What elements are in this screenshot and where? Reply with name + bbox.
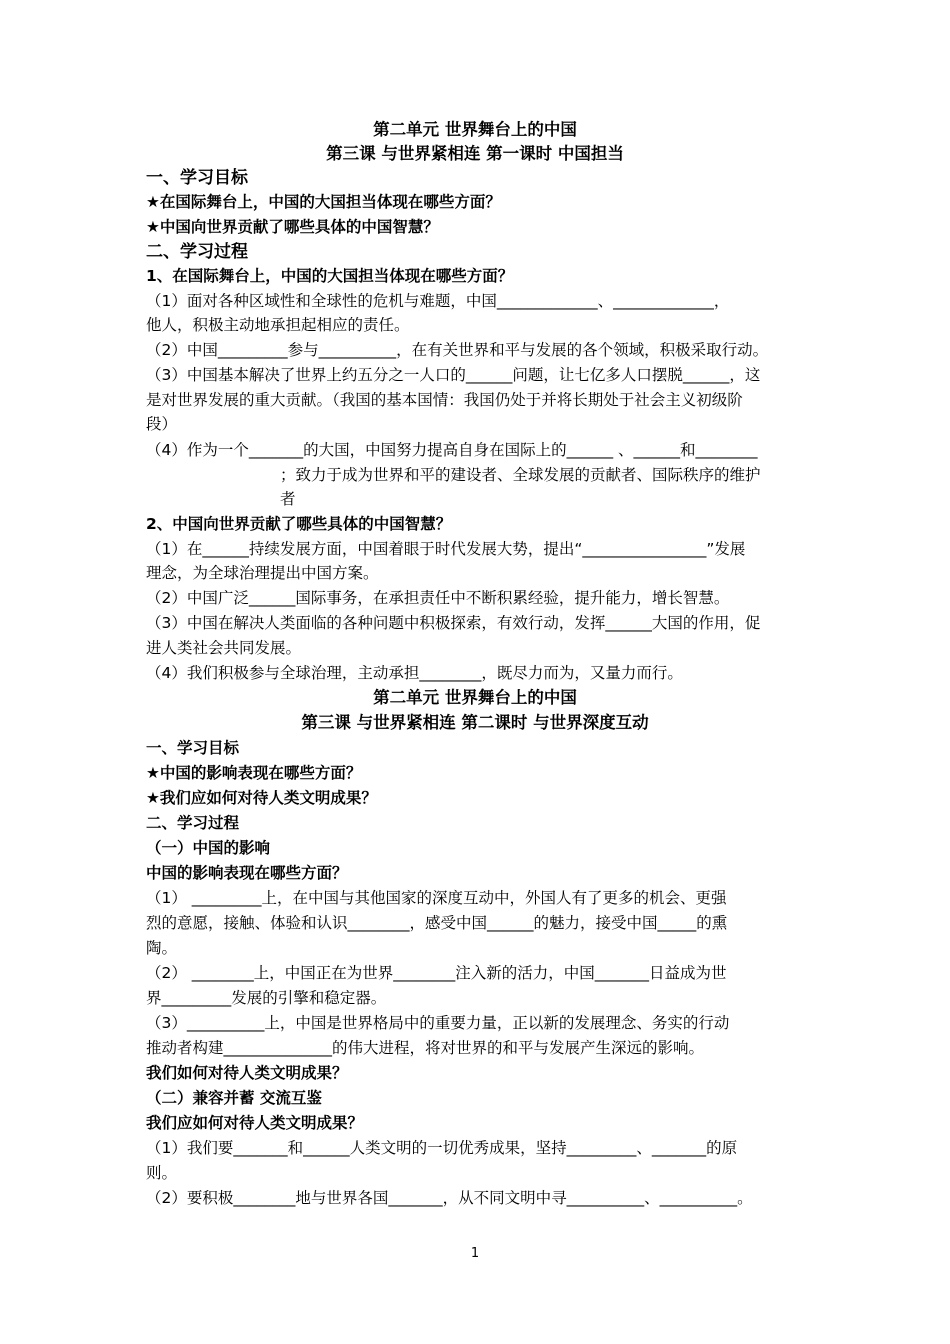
page-number: 1: [470, 1246, 480, 1261]
text-line: 1、在国际舞台上，中国的大国担当体现在哪些方面？: [146, 267, 514, 285]
text-line: 他人，积极主动地承担起相应的责任。: [146, 316, 410, 334]
text-line: 者: [280, 490, 296, 508]
text-line: 二、学习过程: [146, 242, 248, 262]
text-line: （1） _________上，在中国与其他国家的深度互动中，外国人有了更多的机会、更强: [146, 889, 727, 907]
text-line: 理念，为全球治理提出中国方案。: [146, 564, 379, 582]
text-line: 则。: [146, 1164, 178, 1182]
text-line: 烈的意愿，接触、体验和认识________，感受中国______的魅力，接受中国_____的熏: [146, 914, 728, 932]
text-line: （2）中国广泛______国际事务，在承担责任中不断积累经验，提升能力，增长智慧。: [146, 589, 730, 607]
unit-title: 第二单元 世界舞台上的中国: [373, 120, 577, 139]
text-line: （一）中国的影响: [146, 839, 271, 857]
text-line: （二）兼容并蓄 交流互鉴: [146, 1089, 322, 1107]
text-line: 我们如何对待人类文明成果？: [146, 1064, 348, 1082]
text-line: 一、学习目标: [146, 739, 240, 757]
text-line: （4）作为一个_______的大国，中国努力提高自身在国际上的______ 、______和________: [146, 441, 758, 459]
text-line: ★中国的影响表现在哪些方面？: [146, 764, 362, 782]
text-line: （2）中国_________参与__________，在有关世界和平与发展的各个领域，积极采取行动。: [146, 341, 769, 359]
text-line: ★我们应如何对待人类文明成果？: [146, 789, 377, 807]
text-line: 中国的影响表现在哪些方面？: [146, 864, 348, 882]
text-line: ★在国际舞台上，中国的大国担当体现在哪些方面？: [146, 193, 501, 211]
text-line: ★中国向世界贡献了哪些具体的中国智慧？: [146, 218, 439, 236]
text-line: （2） ________上，中国正在为世界________注入新的活力，中国_______日益成为世: [146, 964, 727, 982]
text-line: （3）中国在解决人类面临的各种问题中积极探索，有效行动，发挥______大国的作用，促: [146, 614, 761, 632]
section-heading: 第三课 与世界紧相连 第一课时 中国担当: [326, 144, 624, 163]
text-line: 陶。: [146, 939, 178, 957]
text-line: 是对世界发展的重大贡献。（我国的基本国情：我国仍处于并将长期处于社会主义初级阶: [146, 391, 743, 409]
section-heading: 第二单元 世界舞台上的中国: [373, 688, 577, 707]
text-line: 2、中国向世界贡献了哪些具体的中国智慧？: [146, 515, 452, 533]
text-line: （1）面对各种区域性和全球性的危机与难题，中国_____________、_____________，: [146, 292, 730, 310]
text-line: 界_________发展的引擎和稳定器。: [146, 989, 387, 1007]
text-line: ；致力于成为世界和平的建设者、全球发展的贡献者、国际秩序的维护: [280, 466, 761, 484]
text-line: （2）要积极________地与世界各国_______，从不同文明中寻__________、__________。: [146, 1189, 753, 1207]
text-line: （4）我们积极参与全球治理，主动承担________，既尽力而为，又量力而行。: [146, 664, 683, 682]
text-line: （1）在______持续发展方面，中国着眼于时代发展大势，提出“________________”发展: [146, 540, 746, 558]
text-line: 一、学习目标: [146, 168, 248, 188]
section-heading: 第三课 与世界紧相连 第二课时 与世界深度互动: [301, 713, 649, 732]
text-line: 二、学习过程: [146, 814, 240, 832]
text-line: （3）__________上，中国是世界格局中的重要力量，正以新的发展理念、务实的行动: [146, 1014, 730, 1032]
text-line: 段）: [146, 415, 178, 433]
text-line: （1）我们要_______和______人类文明的一切优秀成果，坚持_________、_______的原: [146, 1139, 738, 1157]
text-line: 进人类社会共同发展。: [146, 639, 302, 657]
text-line: 推动者构建______________的伟大进程，将对世界的和平与发展产生深远的影响。: [146, 1039, 705, 1057]
text-line: 我们应如何对待人类文明成果？: [146, 1114, 364, 1132]
text-line: （3）中国基本解决了世界上约五分之一人口的______问题，让七亿多人口摆脱______，这: [146, 366, 761, 384]
